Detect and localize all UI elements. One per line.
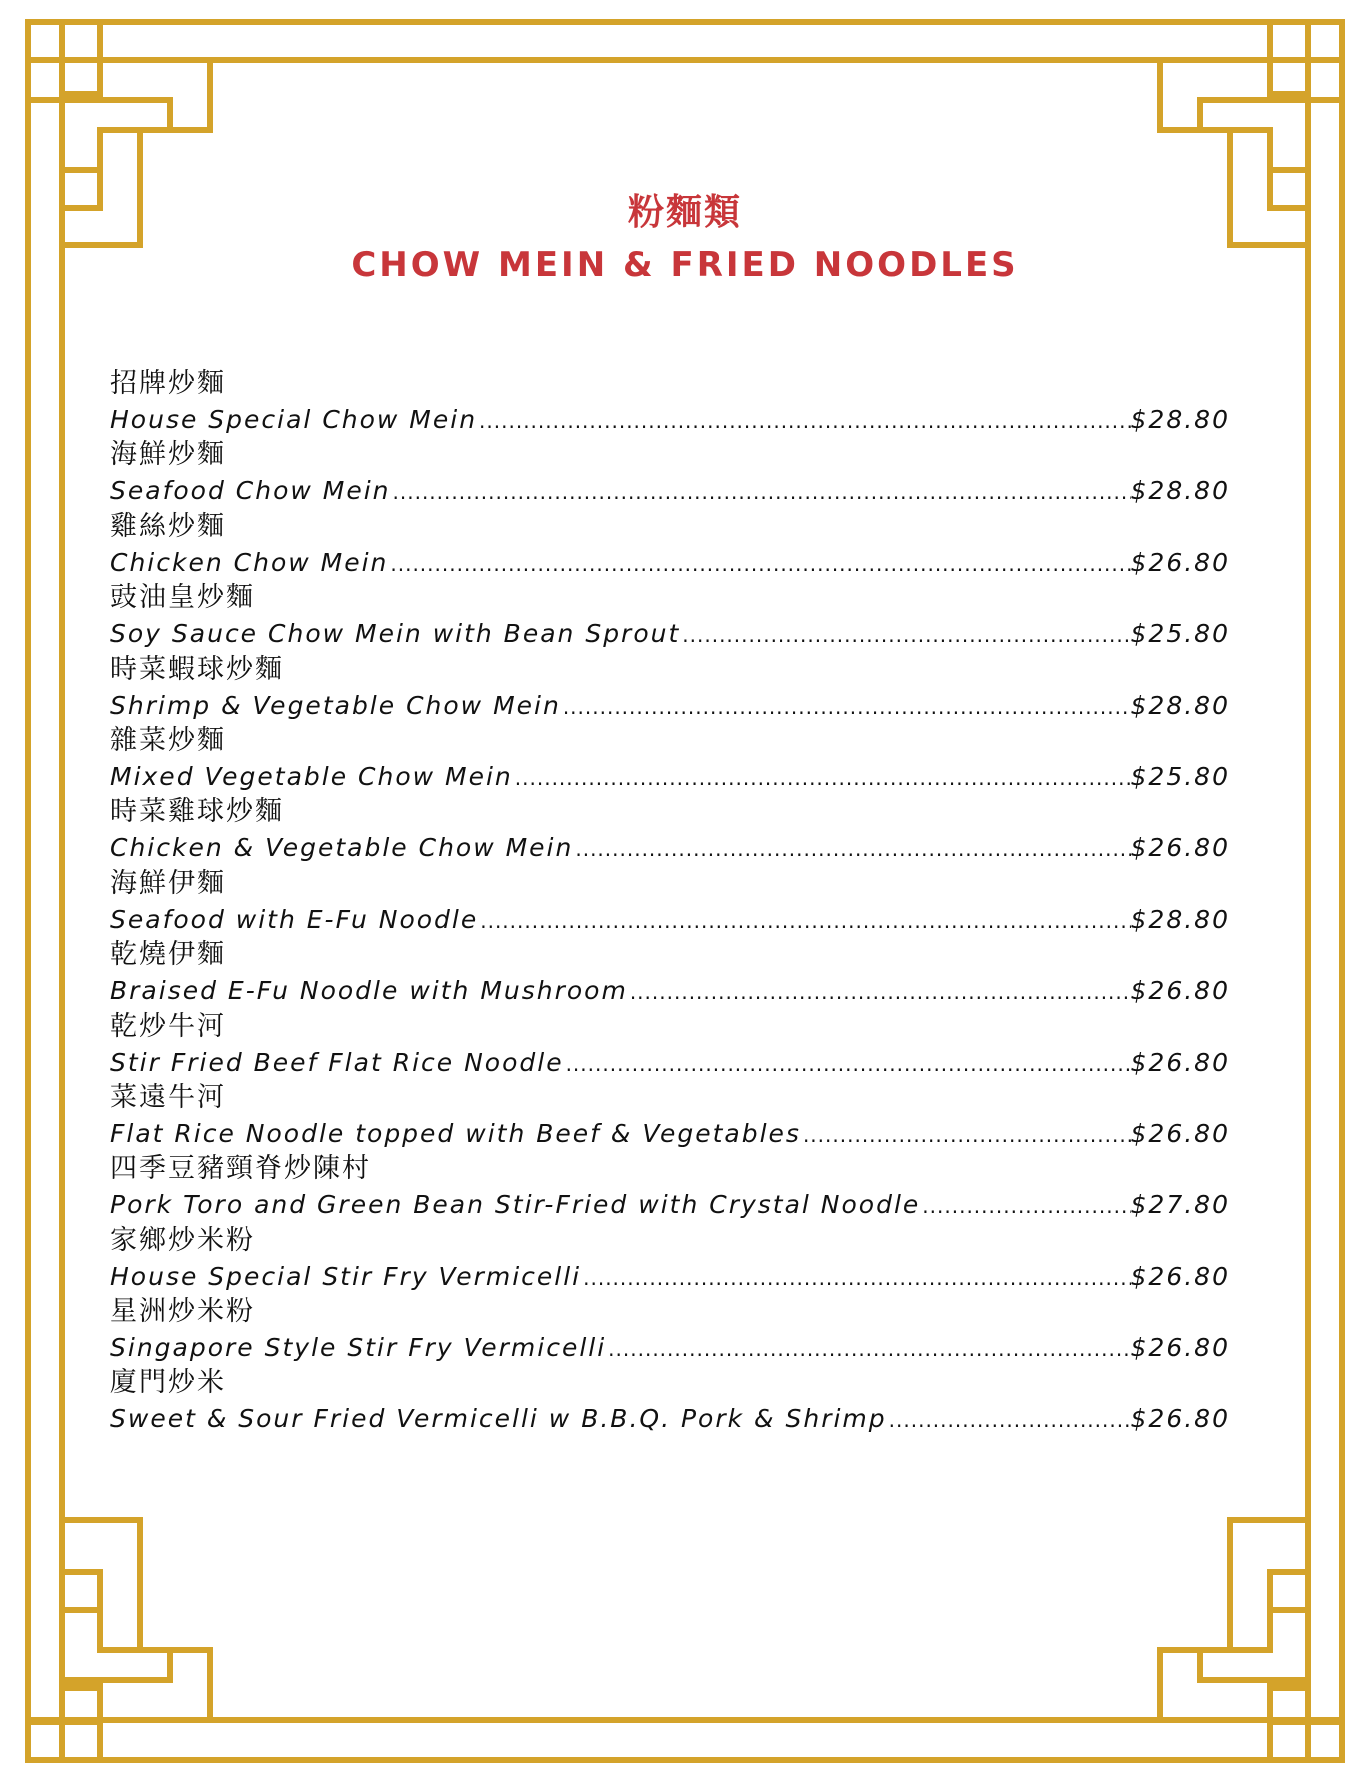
item-name-chinese: 海鮮炒麵	[110, 439, 226, 471]
menu-item	[110, 937, 1230, 1008]
dot-leader	[564, 1047, 1131, 1082]
item-name-english: House Special Stir Fry Vermicelli	[110, 1261, 582, 1291]
item-row	[110, 688, 1230, 723]
item-price: $26.80	[1130, 1261, 1230, 1291]
item-row	[110, 1401, 1230, 1436]
item-price: $26.80	[1130, 1047, 1230, 1077]
item-name-english: Chicken Chow Mein	[110, 547, 389, 577]
item-row	[110, 830, 1230, 865]
item-name-english: Stir Fried Beef Flat Rice Noodle	[110, 1047, 564, 1077]
item-name-english: Shrimp & Vegetable Chow Mein	[110, 690, 561, 720]
dot-leader	[920, 1189, 1130, 1224]
menu-item	[110, 1223, 1230, 1294]
item-price: $26.80	[1130, 833, 1230, 863]
item-row	[110, 1116, 1230, 1151]
section-title-english: CHOW MEIN & FRIED NOODLES	[351, 245, 1019, 285]
item-row	[110, 1187, 1230, 1222]
item-price: $25.80	[1130, 619, 1230, 649]
item-row	[110, 973, 1230, 1008]
item-name-english: House Special Chow Mein	[110, 405, 478, 434]
dot-leader	[606, 1332, 1130, 1367]
item-name-english: Seafood with E-Fu Noodle	[110, 904, 479, 934]
menu-item	[110, 1294, 1230, 1365]
item-name-english: Chicken & Vegetable Chow Mein	[110, 833, 574, 863]
item-name-chinese: 乾炒牛河	[110, 1010, 226, 1042]
menu-item	[110, 1365, 1230, 1436]
item-row	[110, 1045, 1230, 1080]
item-price: $28.80	[1130, 405, 1230, 434]
dot-leader	[478, 904, 1130, 939]
menu-item	[110, 1009, 1230, 1080]
item-name-chinese: 四季豆豬頸脊炒陳村	[110, 1153, 371, 1185]
item-name-english: Seafood Chow Mein	[110, 476, 391, 506]
dot-leader	[887, 1403, 1131, 1438]
dot-leader	[573, 832, 1130, 867]
item-name-english: Pork Toro and Green Bean Stir-Fried with Crystal Noodle	[110, 1190, 921, 1220]
dot-leader	[388, 547, 1130, 582]
menu-item	[110, 652, 1230, 723]
item-row	[110, 1330, 1230, 1365]
item-name-english: Mixed Vegetable Chow Mein	[110, 761, 513, 791]
menu-item	[110, 1151, 1230, 1222]
menu-item	[110, 437, 1230, 508]
dot-leader	[477, 404, 1130, 439]
menu-item	[110, 866, 1230, 937]
item-price: $25.80	[1130, 761, 1230, 791]
dot-leader	[561, 690, 1131, 725]
item-price: $26.80	[1130, 547, 1230, 577]
item-name-chinese: 豉油皇炒麵	[110, 582, 255, 614]
item-price: $26.80	[1130, 1404, 1230, 1434]
item-row	[110, 402, 1230, 437]
menu-item	[110, 580, 1230, 651]
dot-leader	[628, 975, 1131, 1010]
item-price: $26.80	[1130, 1333, 1230, 1363]
item-name-chinese: 廈門炒米	[110, 1367, 226, 1399]
item-price: $28.80	[1130, 476, 1230, 506]
item-name-chinese: 家鄉炒米粉	[110, 1224, 255, 1256]
dot-leader	[801, 1118, 1131, 1153]
item-name-chinese: 星洲炒米粉	[110, 1296, 255, 1328]
item-price: $26.80	[1130, 976, 1230, 1006]
item-row	[110, 473, 1230, 508]
item-name-chinese: 海鮮伊麵	[110, 867, 226, 899]
item-row	[110, 545, 1230, 580]
item-row	[110, 759, 1230, 794]
item-price: $28.80	[1130, 690, 1230, 720]
item-name-english: Sweet & Sour Fried Vermicelli w B.B.Q. Pork & Shrimp	[110, 1404, 887, 1434]
item-row	[110, 1259, 1230, 1294]
item-price: $26.80	[1130, 1118, 1230, 1148]
item-name-chinese: 招牌炒麵	[110, 368, 226, 399]
menu-item	[110, 366, 1230, 437]
dot-leader	[680, 618, 1130, 653]
menu-list	[110, 366, 1230, 1437]
item-name-english: Singapore Style Stir Fry Vermicelli	[110, 1333, 607, 1363]
item-price: $27.80	[1130, 1190, 1230, 1220]
item-name-chinese: 乾燒伊麵	[110, 939, 226, 971]
item-name-chinese: 時菜蝦球炒麵	[110, 653, 284, 685]
item-name-chinese: 雞絲炒麵	[110, 510, 226, 542]
menu-item	[110, 794, 1230, 865]
item-name-english: Soy Sauce Chow Mein with Bean Sprout	[110, 619, 681, 649]
item-name-english: Braised E-Fu Noodle with Mushroom	[110, 976, 628, 1006]
menu-item	[110, 509, 1230, 580]
dot-leader	[581, 1261, 1130, 1296]
item-name-chinese: 時菜雞球炒麵	[110, 796, 284, 828]
item-name-chinese: 雜菜炒麵	[110, 724, 226, 756]
dot-leader	[513, 761, 1131, 796]
menu-item	[110, 1080, 1230, 1151]
item-price: $28.80	[1130, 904, 1230, 934]
item-name-chinese: 菜遠牛河	[110, 1081, 226, 1113]
menu-header	[0, 190, 1370, 288]
dot-leader	[391, 475, 1131, 510]
item-name-english: Flat Rice Noodle topped with Beef & Vegetables	[110, 1118, 801, 1148]
menu-item	[110, 723, 1230, 794]
item-row	[110, 616, 1230, 651]
item-row	[110, 902, 1230, 937]
section-title-chinese: 粉麵類	[627, 192, 742, 233]
